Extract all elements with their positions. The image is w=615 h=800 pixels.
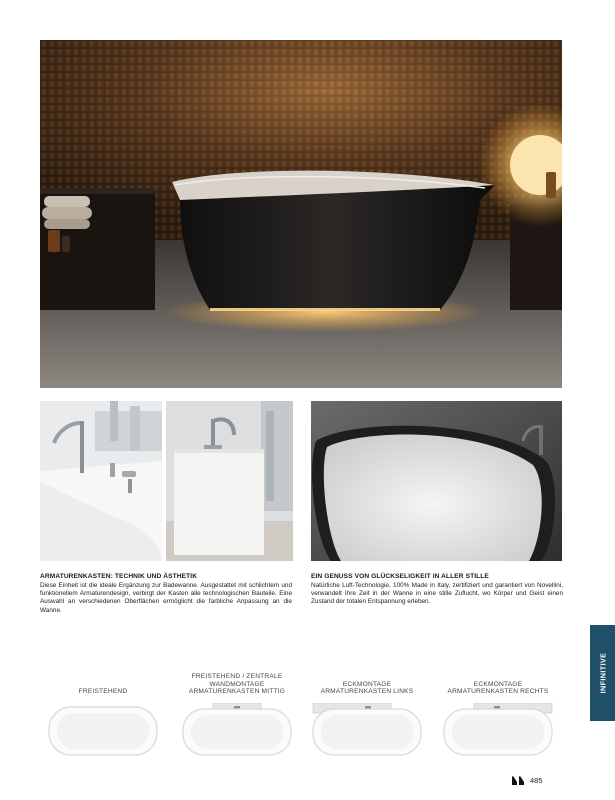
- side-tab-label: INFINITIVE: [598, 652, 607, 694]
- variant-wall-center: [181, 668, 293, 759]
- page-number: 485: [530, 776, 543, 785]
- tub-top-view: [47, 703, 159, 759]
- section-fitting-box: [40, 572, 292, 615]
- variant-label: ECKMONTAGE ARMATURENKASTEN RECHTS: [447, 680, 549, 696]
- photo-faucet-box: [166, 401, 293, 561]
- section-title: EIN GENUSS VON GLÜCKSELIGKEIT IN ALLER STILLE: [311, 573, 489, 580]
- photo-faucet-rim: [40, 401, 162, 561]
- variant-label: FREISTEHEND: [78, 688, 128, 696]
- brand-logo-icon: [512, 776, 524, 785]
- tub-top-view: [311, 703, 423, 759]
- variant-label: ECKMONTAGE ARMATURENKASTEN LINKS: [320, 680, 414, 696]
- section-air-technology: [311, 572, 563, 607]
- section-body: Natürliche Luft-Technologie, 100% Made in Italy, zertifiziert und garantiert von Novellini, verwandelt Ihre Zeit in der Wanne in eine stille Zuflucht, wo Körper und Geist einen Zustand der totalen Entspannung erleben.: [311, 582, 563, 606]
- variant-freestanding: [47, 668, 159, 759]
- collection-side-tab: [590, 625, 615, 721]
- tub-top-view: [181, 703, 293, 759]
- photo-tub-interior: [311, 401, 562, 561]
- tub-top-view: [442, 703, 554, 759]
- section-title: ARMATURENKASTEN: TECHNIK UND ÄSTHETIK: [40, 573, 198, 580]
- variant-corner-left: [311, 668, 423, 759]
- section-body: Diese Einheit ist die ideale Ergänzung zur Badewanne. Ausgestattet mit schlichtem und funktionellem Armaturendesign, verbirgt der Kasten alle technologischen Bauteile. Eine Auswahl an verschiedenen Oberflächen ermöglicht die farbliche Anpassung an die Wanne.: [40, 582, 292, 614]
- hero-image: [40, 40, 562, 388]
- variant-corner-right: [442, 668, 554, 759]
- variant-label: FREISTEHEND / ZENTRALE WANDMONTAGE ARMATURENKASTEN MITTIG: [188, 673, 286, 696]
